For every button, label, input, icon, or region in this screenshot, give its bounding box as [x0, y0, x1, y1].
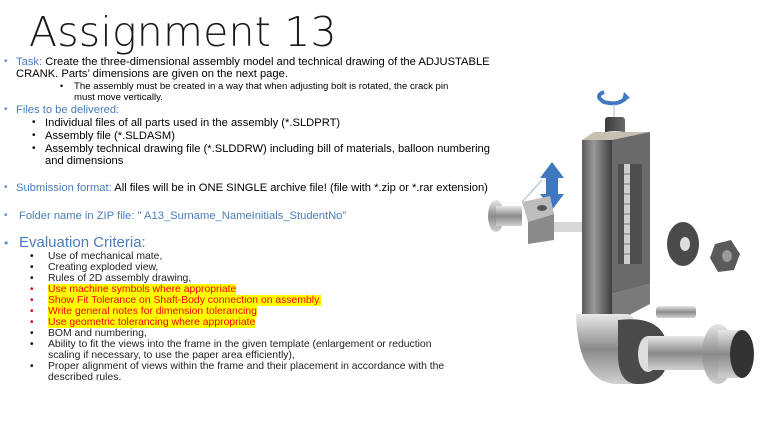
files-label: Files to be delivered: [16, 104, 120, 116]
evaluation-item-highlighted: Use geometric tolerancing where appropriate [48, 317, 256, 328]
bullet-icon: • [4, 56, 8, 67]
task-sub-line-2: must move vertically. [74, 92, 163, 103]
bullet-icon: • [30, 251, 34, 262]
files-item: Individual files of all parts used in the assembly (*.SLDPRT) [45, 117, 341, 129]
task-line-1 [16, 56, 490, 68]
bullet-icon: • [30, 295, 34, 306]
bullet-icon: • [4, 210, 8, 221]
bullet-icon: • [30, 284, 34, 295]
bullet-icon: • [30, 262, 34, 273]
submission-label: Submission format: [16, 182, 112, 194]
bullet-icon: • [32, 143, 36, 154]
evaluation-item: Proper alignment of views within the frame and their placement in accordance with the [48, 361, 445, 372]
files-item-cont: and dimensions [45, 155, 124, 167]
submission-line [16, 182, 488, 194]
evaluation-item: Rules of 2D assembly drawing, [48, 273, 192, 284]
bullet-icon: • [4, 182, 8, 193]
bullet-icon: • [30, 339, 34, 350]
evaluation-label: Evaluation Criteria: [19, 234, 146, 251]
bullet-icon: • [60, 81, 64, 91]
bullet-icon: • [30, 306, 34, 317]
assembly-render-image [478, 84, 768, 384]
evaluation-item-cont: scaling if necessary, to use the paper area efficiently), [48, 350, 295, 361]
task-sub-line-1: The assembly must be created in a way that when adjusting bolt is rotated, the crack pin [74, 81, 449, 92]
bullet-icon: • [30, 328, 34, 339]
bullet-icon: • [30, 361, 34, 372]
evaluation-item-highlighted: Show Fit Tolerance on Shaft-Body connection on assembly. [48, 295, 322, 306]
evaluation-item: Creating exploded view, [48, 262, 159, 273]
task-label: Task: [16, 56, 43, 68]
evaluation-item-cont: described rules. [48, 372, 122, 383]
files-item: Assembly file (*.SLDASM) [45, 130, 175, 142]
files-item: Assembly technical drawing file (*.SLDDRW) including bill of materials, balloon numbering [45, 143, 491, 155]
bullet-icon: • [4, 104, 8, 115]
bullet-icon: • [32, 130, 36, 141]
evaluation-item: Use of mechanical mate, [48, 251, 163, 262]
bullet-icon: • [30, 273, 34, 284]
folder-name-line: Folder name in ZIP file: " A13_Surname_NameInitials_StudentNo” [19, 210, 347, 222]
evaluation-item-highlighted: Use machine symbols where appropriate [48, 284, 237, 295]
slide-title: Assignment 13 [29, 8, 337, 56]
evaluation-item: Ability to fit the views into the frame in the given template (enlargement or reduction [48, 339, 432, 350]
submission-text: All files will be in ONE SINGLE archive file! (file with *.zip or *.rar extension) [111, 182, 488, 194]
bullet-icon: • [32, 117, 36, 128]
bullet-icon: • [30, 317, 34, 328]
evaluation-item-highlighted: Write general notes for dimension tolerancing [48, 306, 257, 317]
evaluation-item: BOM and numbering, [48, 328, 147, 339]
task-line-2: CRANK. Parts’ dimensions are given on the next page. [16, 68, 288, 80]
bullet-icon: • [4, 236, 9, 250]
task-text-1: Create the three-dimensional assembly model and technical drawing of the ADJUSTABLE [42, 56, 490, 68]
